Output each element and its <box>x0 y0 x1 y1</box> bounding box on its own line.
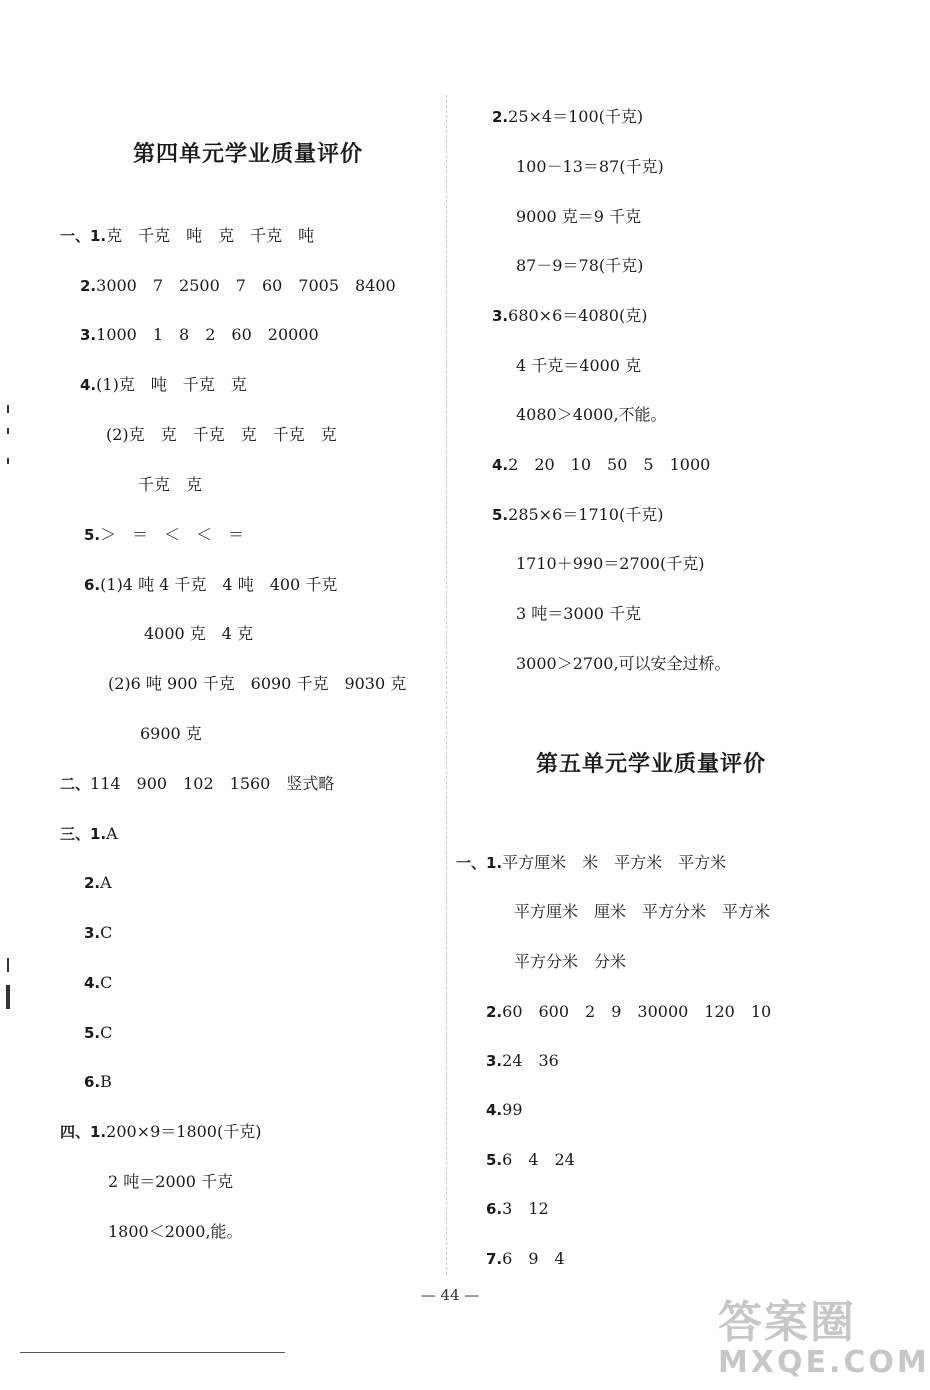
answer-line <box>516 207 641 227</box>
answer-line <box>516 405 667 425</box>
answer-line <box>514 902 770 922</box>
answer-line <box>106 425 337 445</box>
answer-line <box>138 475 202 495</box>
answer-text: (1)克 吨 千克 克 <box>96 375 247 394</box>
answer-line <box>456 853 726 873</box>
answer-text: 1000 1 8 2 60 20000 <box>96 325 319 344</box>
answer-text: 25×4＝100(千克) <box>508 107 644 126</box>
item-number: 6. <box>84 1073 101 1091</box>
answer-line <box>84 973 112 993</box>
answer-line <box>486 1150 575 1170</box>
answer-text: 99 <box>502 1100 523 1119</box>
item-number: 7. <box>486 1250 503 1268</box>
margin-mark <box>7 958 9 972</box>
item-number: 2. <box>80 277 97 295</box>
answer-line <box>84 525 244 545</box>
answer-text: 2 吨＝2000 千克 <box>108 1172 234 1191</box>
item-number: 二、 <box>60 775 91 793</box>
answer-text: A <box>106 824 118 843</box>
answer-text: 6 4 24 <box>502 1150 575 1169</box>
answer-line <box>108 1222 243 1242</box>
answer-text: 60 600 2 9 30000 120 10 <box>502 1002 772 1021</box>
page-number: — 44 — <box>420 1286 480 1304</box>
answer-line <box>486 1051 559 1071</box>
answer-text: 3000＞2700,可以安全过桥。 <box>516 654 731 673</box>
answer-line <box>80 375 247 395</box>
answer-text: 4 千克＝4000 克 <box>516 356 642 375</box>
bottom-rule <box>20 1352 285 1353</box>
answer-line <box>486 1002 771 1022</box>
answer-text: 4080＞4000,不能。 <box>516 405 667 424</box>
answer-text: C <box>100 923 113 942</box>
answer-text: 克 千克 吨 克 千克 吨 <box>106 226 315 245</box>
answer-text: 200×9＝1800(千克) <box>106 1122 262 1141</box>
answer-line <box>516 604 641 624</box>
answer-line <box>492 505 663 525</box>
item-number: 四、1. <box>60 1123 107 1141</box>
unit4-title: 第四单元学业质量评价 <box>133 141 364 167</box>
item-number: 3. <box>486 1052 503 1070</box>
item-number: 3. <box>492 307 509 325</box>
item-number: 5. <box>492 506 509 524</box>
answer-text: (2)克 克 千克 克 千克 克 <box>106 425 337 444</box>
answer-line <box>486 1249 565 1269</box>
answer-line <box>144 624 253 644</box>
item-number: 4. <box>80 376 97 394</box>
answer-line <box>60 1122 261 1142</box>
margin-mark <box>7 405 9 413</box>
answer-line <box>84 1072 112 1092</box>
answer-text: 平方厘米 米 平方米 平方米 <box>502 853 727 872</box>
item-number: 2. <box>492 108 509 126</box>
answer-line <box>60 226 314 246</box>
answer-line <box>492 107 643 127</box>
item-number: 一、1. <box>456 854 503 872</box>
item-number: 4. <box>492 456 509 474</box>
answer-text: 平方分米 分米 <box>514 952 627 971</box>
answer-line <box>108 674 406 694</box>
item-number: 3. <box>80 326 97 344</box>
watermark-logo <box>718 1297 930 1386</box>
answer-text: 6900 克 <box>140 724 202 743</box>
answer-line <box>80 276 396 296</box>
answer-line <box>486 1100 523 1120</box>
answer-line <box>84 1023 112 1043</box>
watermark-top-text: 答案圈 <box>718 1297 856 1348</box>
answer-line <box>108 1172 233 1192</box>
answer-line <box>514 952 626 972</box>
answer-line <box>84 923 112 943</box>
answer-line <box>492 455 710 475</box>
answer-line <box>140 724 202 744</box>
item-number: 6. <box>84 576 101 594</box>
item-number: 5. <box>84 1024 101 1042</box>
answer-line <box>80 325 319 345</box>
answer-line <box>516 554 704 574</box>
answer-text: 3 12 <box>502 1199 549 1218</box>
answer-text: B <box>100 1072 112 1091</box>
answer-text: A <box>100 873 112 892</box>
item-number: 4. <box>84 974 101 992</box>
answer-text: 2 20 10 50 5 1000 <box>508 455 711 474</box>
answer-text: 100－13＝87(千克) <box>516 157 664 176</box>
answer-line <box>84 575 337 595</box>
item-number: 2. <box>84 874 101 892</box>
answer-text: (2)6 吨 900 千克 6090 千克 9030 克 <box>108 674 407 693</box>
item-number: 5. <box>486 1151 503 1169</box>
margin-mark <box>6 985 10 1009</box>
answer-text: 1800＜2000,能。 <box>108 1222 243 1241</box>
answer-text: 114 900 102 1560 竖式略 <box>90 774 335 793</box>
answer-line <box>492 306 647 326</box>
answer-text: 680×6＝4080(克) <box>508 306 648 325</box>
answer-text: 9000 克＝9 千克 <box>516 207 642 226</box>
answer-text: 87－9＝78(千克) <box>516 256 644 275</box>
item-number: 4. <box>486 1101 503 1119</box>
answer-line <box>516 256 643 276</box>
answer-line <box>486 1199 549 1219</box>
item-number: 6. <box>486 1200 503 1218</box>
answer-text: 1710＋990＝2700(千克) <box>516 554 705 573</box>
answer-line <box>60 824 118 844</box>
item-number: 三、1. <box>60 825 107 843</box>
answer-text: 3 吨＝3000 千克 <box>516 604 642 623</box>
margin-mark <box>7 428 9 434</box>
item-number: 5. <box>84 526 101 544</box>
answer-line <box>516 356 641 376</box>
answer-text: ＞ ＝ ＜ ＜ ＝ <box>100 525 245 544</box>
item-number: 3. <box>84 924 101 942</box>
answer-text: C <box>100 973 113 992</box>
item-number: 一、1. <box>60 227 107 245</box>
answer-text: (1)4 吨 4 千克 4 吨 400 千克 <box>100 575 338 594</box>
answer-line <box>516 654 731 674</box>
answer-text: 285×6＝1710(千克) <box>508 505 664 524</box>
column-divider <box>446 95 447 1275</box>
answer-text: 6 9 4 <box>502 1249 565 1268</box>
watermark-bottom-text: MXQE.COM <box>718 1345 930 1380</box>
unit5-title: 第五单元学业质量评价 <box>536 751 767 777</box>
answer-text: 千克 克 <box>138 475 203 494</box>
answer-line <box>60 774 334 794</box>
answer-line <box>84 873 112 893</box>
answer-text: 3000 7 2500 7 60 7005 8400 <box>96 276 396 295</box>
answer-text: 4000 克 4 克 <box>144 624 254 643</box>
item-number: 2. <box>486 1003 503 1021</box>
answer-text: 24 36 <box>502 1051 559 1070</box>
answer-line <box>516 157 664 177</box>
answer-text: C <box>100 1023 113 1042</box>
answer-text: 平方厘米 厘米 平方分米 平方米 <box>514 902 771 921</box>
margin-mark <box>7 458 9 464</box>
